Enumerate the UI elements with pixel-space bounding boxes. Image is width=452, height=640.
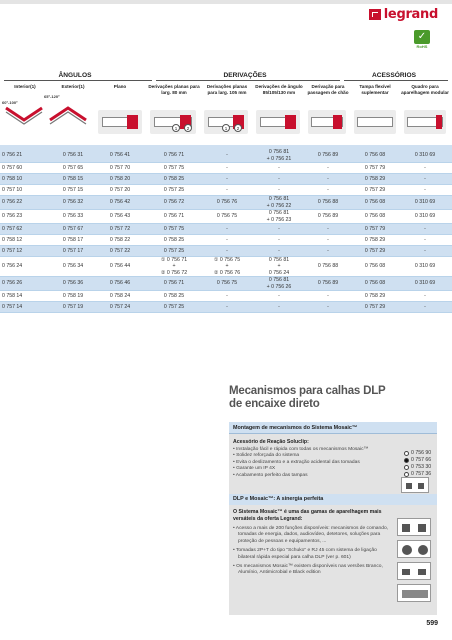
table-cell: 0 756 33: [62, 213, 84, 220]
table-row: [0, 277, 452, 291]
table-cell: 0 757 29: [364, 303, 386, 310]
table-cell: -: [327, 225, 329, 232]
table-cell: 0 756 21: [2, 152, 23, 159]
table-cell: 0 756 75: [216, 213, 238, 220]
table-row: [0, 163, 452, 174]
table-cell: -: [424, 164, 426, 171]
angle-range-interior: 60°-100°: [2, 100, 18, 105]
tampa-image: [354, 110, 396, 134]
table-cell: -: [226, 303, 228, 310]
col-deriv-105: Derivações planas para larg. 105 mm: [206, 84, 248, 95]
table-cell: 0 758 12: [2, 236, 23, 243]
marker-icon: [404, 451, 409, 456]
rohs-badge: [412, 30, 432, 49]
table-cell: 0 757 10: [2, 186, 23, 193]
table-cell: 0 756 32: [62, 199, 84, 206]
table-cell: 0 758 29: [364, 236, 386, 243]
table-cell: 0 756 34: [62, 263, 84, 270]
table-cell: 0 758 29: [364, 175, 386, 182]
table-cell: 0 756 88: [317, 263, 339, 270]
table-cell: 0 757 75: [163, 225, 185, 232]
synergy-bar: DLP e Mosaic™: A sinergia perfeita: [229, 494, 437, 505]
group-acessorios: ACESSÓRIOS: [372, 72, 416, 79]
table-cell: -: [424, 225, 426, 232]
col-deriv-80: Derivações planas para larg. 80 mm: [148, 84, 200, 95]
reference-code: 0 757 36: [411, 471, 432, 477]
table-cell: -: [278, 247, 280, 254]
table-cell: -: [327, 247, 329, 254]
section-title: [229, 385, 386, 411]
bullet-item: • Garante um IP 4X: [233, 466, 276, 472]
table-cell: 0 756 41: [109, 152, 131, 159]
table-cell: -: [226, 186, 228, 193]
col-deriv-angulo: Derivações de ângulo 85/105/130 mm: [255, 84, 303, 95]
mosaic-box: [229, 422, 437, 615]
table-cell: 0 757 29: [364, 186, 386, 193]
table-cell: 0 756 08: [364, 213, 386, 220]
quadro-image: [404, 110, 446, 134]
table-cell: 0 756 89: [317, 152, 339, 159]
table-row: [0, 174, 452, 185]
exterior-angle-image: [48, 100, 90, 126]
table-cell: 0 756 81 + 0 756 23: [266, 210, 292, 223]
table-cell: 0 756 71: [163, 280, 185, 287]
reference-table: [0, 145, 452, 313]
table-cell: 0 756 75: [216, 280, 238, 287]
table-cell: 0 756 36: [62, 280, 84, 287]
table-row: [0, 224, 452, 235]
table-cell: 0 758 19: [62, 292, 84, 299]
table-cell: 0 756 81 + 0 756 26: [266, 277, 292, 290]
marker-icon: [404, 458, 409, 463]
table-cell: 0 756 23: [2, 213, 23, 220]
table-cell: 0 757 25: [163, 186, 185, 193]
table-cell: 0 756 89: [317, 213, 339, 220]
table-row: [0, 246, 452, 257]
table-cell: 0 758 20: [109, 175, 131, 182]
table-cell: 0 758 29: [364, 292, 386, 299]
table-cell: 0 757 12: [2, 247, 23, 254]
table-cell: 0 756 72: [163, 199, 185, 206]
table-row: [0, 302, 452, 313]
col-tampa: Tampa flexível suplementar: [359, 84, 391, 95]
table-cell: -: [278, 186, 280, 193]
soluclip-heading: Acessório de Reação Soluclip:: [233, 439, 309, 445]
table-cell: 0 756 89: [317, 280, 339, 287]
page-number: 599: [426, 620, 438, 627]
table-cell: 0 757 25: [163, 247, 185, 254]
table-cell: -: [278, 236, 280, 243]
table-cell: -: [226, 152, 228, 159]
table-cell: 0 756 08: [364, 152, 386, 159]
table-cell: 0 758 25: [163, 292, 185, 299]
table-cell: 0 757 24: [109, 303, 131, 310]
table-cell: 0 756 26: [2, 280, 23, 287]
table-cell: -: [278, 175, 280, 182]
table-cell: 0 758 14: [2, 292, 23, 299]
table-cell: 0 758 15: [62, 175, 84, 182]
table-cell: -: [424, 303, 426, 310]
table-cell: 0 757 15: [62, 186, 84, 193]
table-cell: 0 756 81 + 0 756 22: [266, 196, 292, 209]
angle-range-exterior: 65°-120°: [44, 94, 60, 99]
table-cell: 0 758 17: [62, 236, 84, 243]
legrand-logo: [369, 7, 438, 22]
box-header: Montagem de mecanismos do Sistema Mosaic™: [229, 422, 437, 434]
table-cell: 0 756 71: [163, 213, 185, 220]
table-cell: -: [327, 186, 329, 193]
table-cell: 0 756 46: [109, 280, 131, 287]
table-cell: 0 757 14: [2, 303, 23, 310]
table-cell: 0 758 25: [163, 236, 185, 243]
table-cell: 0 756 22: [2, 199, 23, 206]
rohs-label: RoHS: [416, 44, 428, 49]
table-cell: 0 757 19: [62, 303, 84, 310]
table-cell: 0 756 71: [163, 152, 185, 159]
table-cell: ① 0 756 75 + ② 0 756 76: [213, 256, 241, 276]
table-cell: -: [327, 292, 329, 299]
table-cell: -: [327, 164, 329, 171]
table-cell: 0 756 31: [62, 152, 84, 159]
table-cell: -: [226, 236, 228, 243]
table-cell: 0 757 75: [163, 164, 185, 171]
table-cell: 0 757 22: [109, 247, 131, 254]
check-icon: ✓: [414, 30, 430, 44]
table-cell: 0 310 69: [414, 152, 436, 159]
bullet-item: • Evita o deslizamento e a extração acidental das tomadas: [233, 459, 360, 465]
group-divider: [344, 80, 448, 81]
table-cell: -: [278, 225, 280, 232]
table-cell: 0 756 42: [109, 199, 131, 206]
reference-item: [404, 464, 431, 470]
table-cell: -: [424, 292, 426, 299]
interior-angle-image: [4, 104, 46, 126]
plano-image: [98, 110, 142, 134]
bullet-item: • Acabamento perfeito das tampas: [233, 472, 308, 478]
table-cell: -: [278, 303, 280, 310]
table-cell: -: [424, 247, 426, 254]
table-cell: 0 758 10: [2, 175, 23, 182]
badge-2: 2: [234, 124, 242, 132]
table-cell: 0 756 88: [317, 199, 339, 206]
badge-2: 2: [184, 124, 192, 132]
derivacao-chao-image: [308, 110, 346, 134]
table-cell: 0 758 24: [109, 292, 131, 299]
table-cell: 0 758 22: [109, 236, 131, 243]
table-cell: -: [424, 175, 426, 182]
table-cell: -: [226, 292, 228, 299]
table-cell: 0 756 43: [109, 213, 131, 220]
mosaic-device-image-4: [397, 584, 431, 602]
table-cell: 0 757 70: [109, 164, 131, 171]
table-cell: 0 756 81 + 0 756 24: [268, 256, 290, 276]
table-cell: 0 756 81 + 0 756 21: [266, 149, 292, 162]
badge-1: 1: [222, 124, 230, 132]
bullet-item: • Os mecanismos Mosaic™ existem disponíveis nas versões Branco, Alumínio, Antimicrobial e Black edition: [233, 563, 383, 576]
table-cell: 0 757 79: [364, 164, 386, 171]
table-cell: 0 756 08: [364, 280, 386, 287]
table-cell: 0 757 60: [2, 164, 23, 171]
col-quadro: Quadro para aparelhagem modular: [401, 84, 449, 95]
bullet-item: • Tomadas 2P+T do tipo "Schuko" e RJ 45 com sistema de ligação bilateral rápida especial para calha DLP (ver p. 601): [233, 548, 377, 560]
table-cell: -: [278, 164, 280, 171]
table-row: [0, 291, 452, 302]
legrand-logo-icon: [369, 9, 381, 20]
mosaic-device-image-3: [397, 562, 431, 580]
section-title-line1: Mecanismos para calhas DLP: [229, 385, 386, 397]
table-cell: 0 757 65: [62, 164, 84, 171]
table-cell: -: [278, 292, 280, 299]
mosaic-device-image-2: [397, 540, 431, 558]
reference-code: 0 756 90: [411, 450, 432, 456]
section-title-line2: de encaixe direto: [229, 398, 320, 411]
table-cell: 0 310 69: [414, 213, 436, 220]
table-cell: 0 757 72: [109, 225, 131, 232]
marker-icon: [404, 472, 409, 477]
table-cell: -: [424, 186, 426, 193]
reference-item: [404, 450, 431, 456]
bullet-item: • Acesso a mais de 200 funções disponíveis: mecanismos de comando, tomadas de energia, dados, audiovídeo, detetores, soluções para proteção de pessoas e equipamentos, ...: [233, 526, 389, 544]
table-cell: -: [327, 303, 329, 310]
mosaic-device-image-1: [397, 518, 431, 536]
table-row: [0, 196, 452, 210]
soluclip-bullets: [233, 447, 393, 479]
table-cell: 0 310 69: [414, 280, 436, 287]
table-cell: 0 757 29: [364, 247, 386, 254]
group-angulos: ÂNGULOS: [58, 72, 92, 79]
table-cell: 0 757 17: [62, 247, 84, 254]
table-cell: 0 757 62: [2, 225, 23, 232]
table-cell: -: [226, 164, 228, 171]
table-row: [0, 257, 452, 277]
top-bar: [0, 0, 452, 4]
table-row: [0, 235, 452, 246]
table-cell: 0 756 44: [109, 263, 131, 270]
group-derivacoes: DERIVAÇÕES: [223, 72, 267, 79]
table-cell: ① 0 756 71 + ② 0 756 72: [160, 256, 188, 276]
table-cell: 0 310 69: [414, 199, 436, 206]
table-cell: 0 757 79: [364, 225, 386, 232]
marker-icon: [404, 465, 409, 470]
reference-item: [404, 457, 431, 463]
col-deriv-chao: Derivação para passagem de chão: [307, 84, 349, 95]
table-cell: 0 757 20: [109, 186, 131, 193]
table-cell: 0 310 69: [414, 263, 436, 270]
mosaic-bullets: [233, 526, 393, 580]
table-cell: -: [226, 225, 228, 232]
table-row: [0, 185, 452, 196]
table-cell: 0 756 76: [216, 199, 238, 206]
col-interior: Interior(1): [14, 84, 36, 89]
derivacao-angulo-image: [256, 110, 300, 134]
table-row: [0, 149, 452, 163]
bullet-item: • Instalação fácil e rápida com todas os mecanismos Mosaic™: [233, 447, 369, 452]
table-cell: -: [226, 247, 228, 254]
table-cell: 0 758 25: [163, 175, 185, 182]
logo-text: legrand: [383, 7, 438, 22]
reference-code: 0 753 30: [411, 464, 432, 470]
table-row: [0, 210, 452, 224]
col-plano: Plano: [113, 84, 127, 89]
bullet-item: • Solidez reforçada do sistema: [233, 453, 300, 459]
group-divider: [4, 80, 152, 81]
mosaic-intro: O Sistema Mosaic™ é uma das gamas de aparelhagem mais versáteis da oferta Legrand:: [233, 509, 382, 522]
table-cell: -: [424, 236, 426, 243]
soluclip-image: [401, 477, 429, 493]
table-cell: 0 756 08: [364, 263, 386, 270]
table-cell: -: [226, 175, 228, 182]
col-exterior: Exterior(1): [61, 84, 85, 89]
group-divider: [156, 80, 340, 81]
badge-1: 1: [172, 124, 180, 132]
table-cell: -: [327, 175, 329, 182]
table-cell: 0 757 67: [62, 225, 84, 232]
table-cell: 0 757 25: [163, 303, 185, 310]
reference-code: 0 757 66: [411, 457, 432, 463]
table-cell: 0 756 08: [364, 199, 386, 206]
table-cell: -: [327, 236, 329, 243]
table-cell: 0 756 24: [2, 263, 23, 270]
